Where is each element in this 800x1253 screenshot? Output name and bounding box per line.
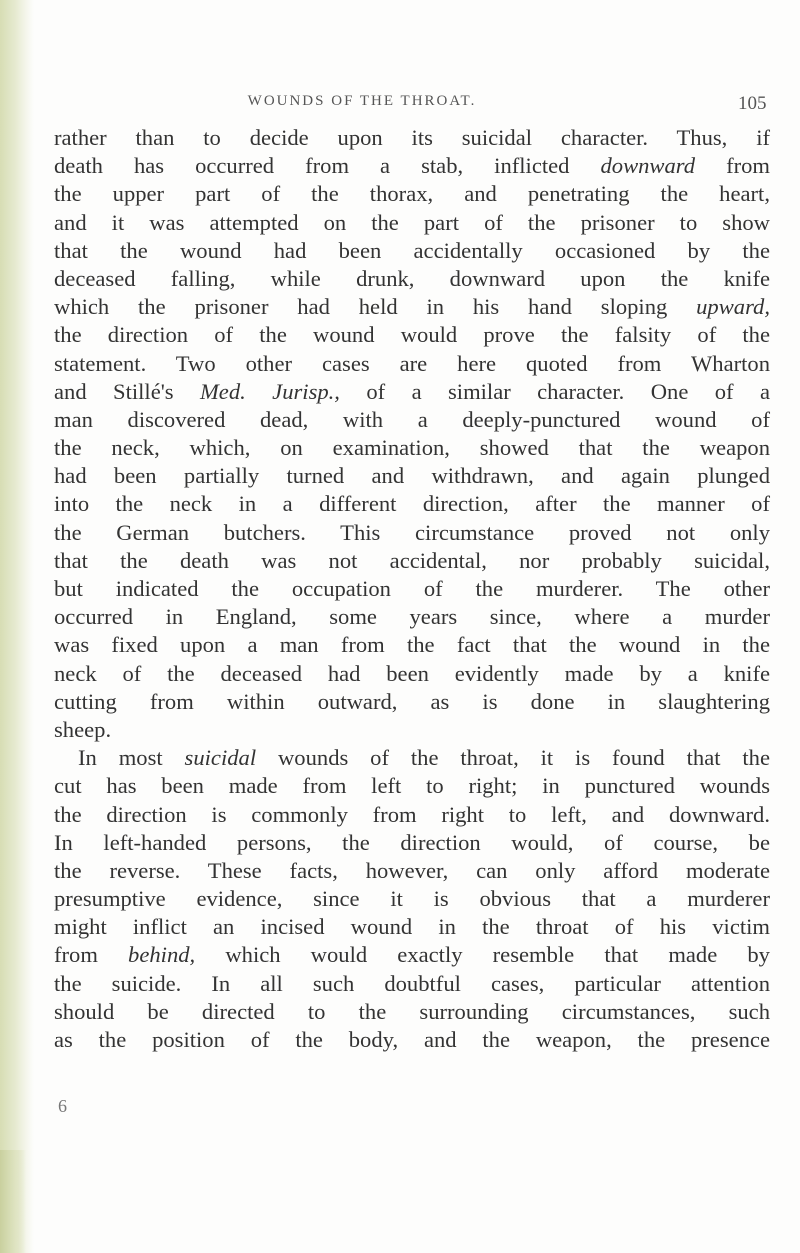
text-line xyxy=(54,913,770,941)
text-run: the direction of the wound would prove the falsity of the xyxy=(54,322,770,348)
text-line xyxy=(54,970,770,998)
italic-text: Med. Jurisp., xyxy=(199,378,340,404)
text-run: death has occurred from a stab, inflicted xyxy=(54,153,601,179)
text-line xyxy=(54,575,770,603)
text-line xyxy=(54,378,770,406)
running-head-title: WOUNDS OF THE THROAT. xyxy=(247,93,477,109)
text-line xyxy=(54,941,770,969)
text-line xyxy=(54,462,770,490)
italic-text: suicidal xyxy=(184,745,257,771)
text-line xyxy=(54,998,770,1026)
text-run: and it was attempted on the part of the prisoner to show xyxy=(54,209,770,235)
italic-text: downward xyxy=(600,153,696,179)
text-line xyxy=(54,547,770,575)
text-run: sheep. xyxy=(54,716,112,742)
text-line xyxy=(54,772,770,800)
page-edge-stain xyxy=(0,1150,26,1253)
text-run: cutting from within outward, as is done in slaughtering xyxy=(54,688,770,714)
italic-text: behind, xyxy=(128,942,196,968)
text-run: had been partially turned and withdrawn, and again plunged xyxy=(54,463,770,489)
text-run: that the wound had been accidentally occasioned by the xyxy=(54,237,770,263)
text-line xyxy=(54,1026,770,1054)
text-line xyxy=(54,180,770,208)
text-line xyxy=(54,660,770,688)
text-run: the suicide. In all such doubtful cases, particular attention xyxy=(54,970,770,996)
signature-mark: 6 xyxy=(58,1096,67,1116)
text-run: presumptive evidence, since it is obvious that a murderer xyxy=(54,886,770,912)
text-line xyxy=(54,124,770,152)
text-line xyxy=(54,237,770,265)
text-run: neck of the deceased had been evidently made by a knife xyxy=(54,660,770,686)
text-run: cut has been made from left to right; in punctured wounds xyxy=(54,773,770,799)
text-run: was fixed upon a man from the fact that the wound in the xyxy=(54,632,770,658)
text-run: deceased falling, while drunk, downward upon the knife xyxy=(54,265,770,291)
text-run: that the death was not accidental, nor probably suicidal, xyxy=(54,547,770,573)
text-run: from xyxy=(54,942,129,968)
text-run: wounds of the throat, it is found that the xyxy=(256,745,770,771)
text-line xyxy=(54,716,770,744)
text-run: should be directed to the surrounding circumstances, such xyxy=(54,998,770,1024)
italic-text: upward, xyxy=(696,294,770,320)
text-run: which the prisoner had held in his hand sloping xyxy=(54,294,697,320)
text-run: statement. Two other cases are here quoted from Wharton xyxy=(54,350,770,376)
text-run: the upper part of the thorax, and penetrating the heart, xyxy=(54,181,770,207)
text-run: rather than to decide upon its suicidal character. Thus, if xyxy=(54,125,770,150)
text-run: the German butchers. This circumstance proved not only xyxy=(54,519,770,545)
body-text xyxy=(54,124,770,1054)
text-run: and Stillé's xyxy=(54,378,200,404)
text-run: of a similar character. One of a xyxy=(339,378,770,404)
page-gutter-shadow xyxy=(0,0,34,1253)
text-line xyxy=(54,631,770,659)
text-run: might inflict an incised wound in the throat of his victim xyxy=(54,914,770,940)
text-line xyxy=(54,744,770,772)
text-run: which would exactly resemble that made by xyxy=(195,942,770,968)
text-line xyxy=(54,321,770,349)
text-line xyxy=(54,490,770,518)
text-run: the neck, which, on examination, showed that the weapon xyxy=(54,435,770,461)
text-line xyxy=(54,209,770,237)
text-run: the reverse. These facts, however, can only afford moderate xyxy=(54,857,770,883)
text-line xyxy=(54,406,770,434)
text-line xyxy=(54,293,770,321)
text-run: In left-handed persons, the direction would, of course, be xyxy=(54,829,770,855)
text-line xyxy=(54,265,770,293)
text-run: In most xyxy=(78,745,185,771)
text-run: into the neck in a different direction, after the manner of xyxy=(54,491,770,517)
text-line xyxy=(54,857,770,885)
text-line xyxy=(54,519,770,547)
text-line xyxy=(54,603,770,631)
text-run: as the position of the body, and the weapon, the presence xyxy=(54,1027,770,1052)
text-line xyxy=(54,350,770,378)
text-line xyxy=(54,801,770,829)
text-run: man discovered dead, with a deeply-punctured wound of xyxy=(54,406,770,432)
page-number: 105 xyxy=(738,93,767,114)
text-run: the direction is commonly from right to left, and downward. xyxy=(54,801,770,827)
text-run: from xyxy=(695,153,770,179)
text-run: but indicated the occupation of the murderer. The other xyxy=(54,576,770,601)
text-line xyxy=(54,829,770,857)
text-line xyxy=(54,688,770,716)
text-line xyxy=(54,885,770,913)
text-line xyxy=(54,152,770,180)
text-run: occurred in England, some years since, where a murder xyxy=(54,604,770,630)
text-line xyxy=(54,434,770,462)
